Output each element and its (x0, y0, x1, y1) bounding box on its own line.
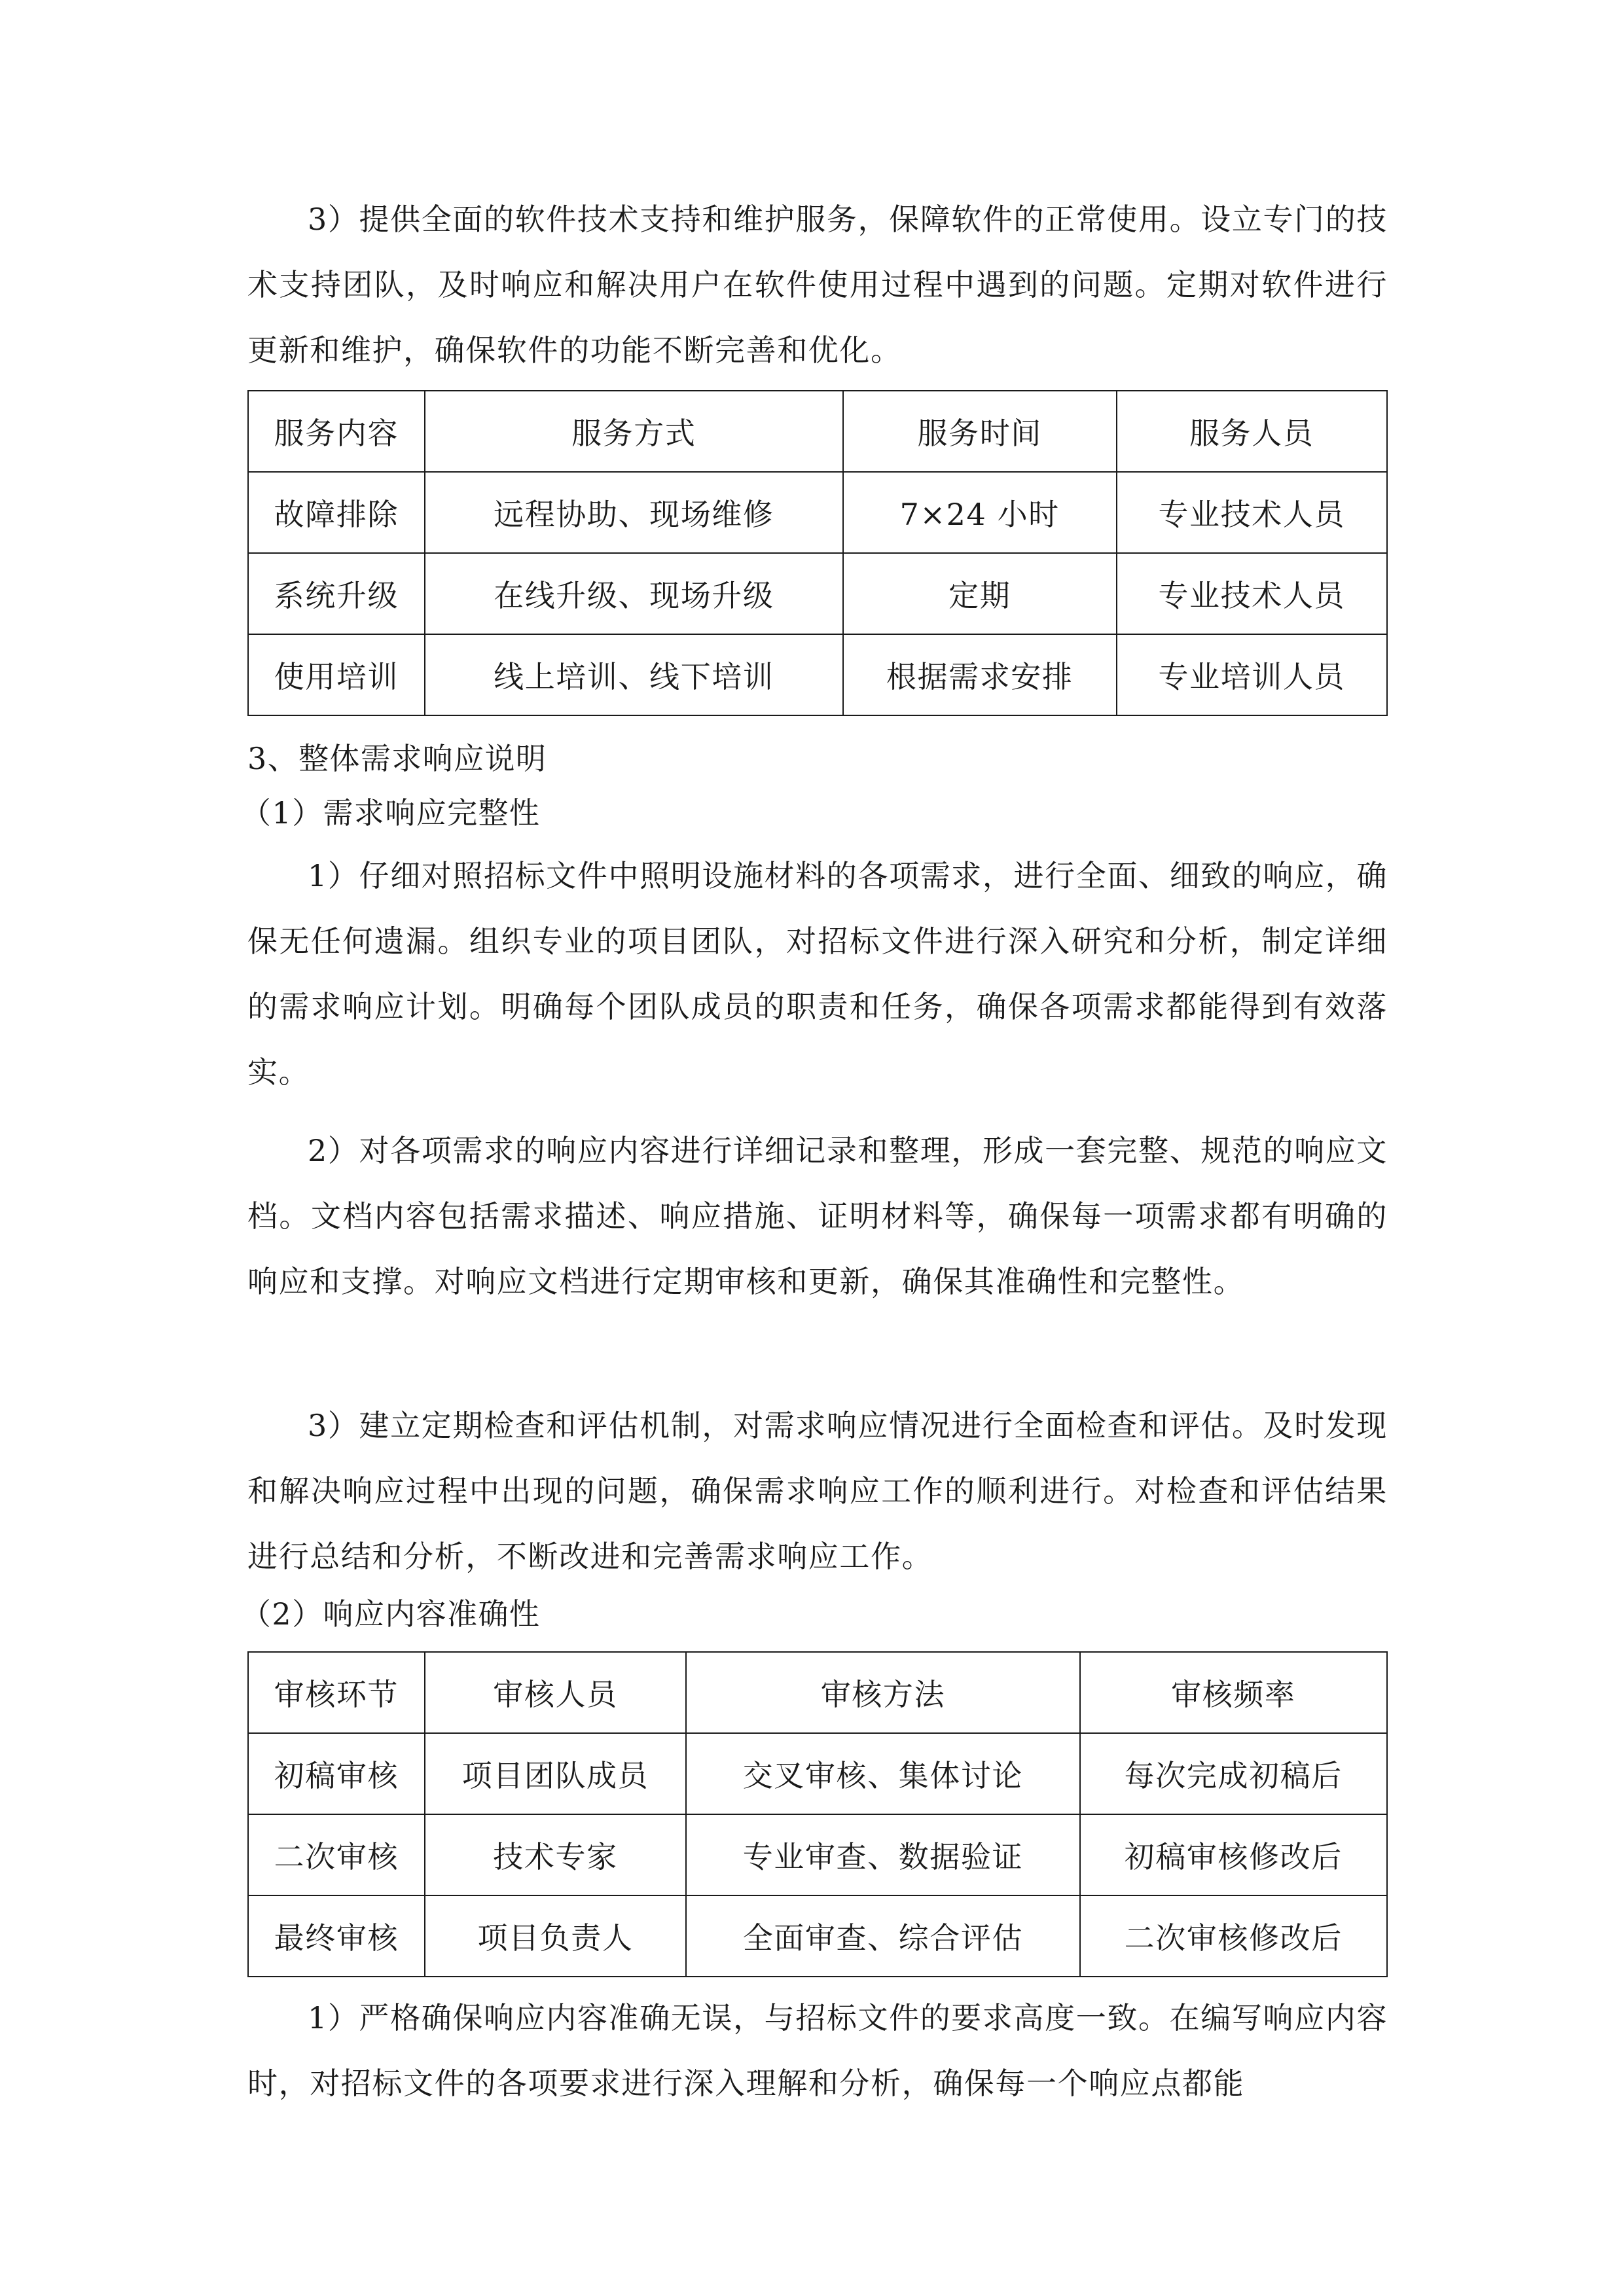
table-row (248, 1733, 1387, 1814)
paragraph-2: 2）对各项需求的响应内容进行详细记录和整理，形成一套完整、规范的响应文档。文档内容包括需求描述、响应措施、证明材料等，确保每一项需求都有明确的响应和支撑。对响应文档进行定期审核和更新，确保其准确性和完整性。 (247, 1133, 1388, 1299)
table-cell: 二次审核 (248, 1814, 425, 1895)
table-header-cell: 审核人员 (425, 1652, 687, 1733)
table-header-cell: 服务时间 (843, 391, 1117, 472)
section-heading: 3、整体需求响应说明 (247, 741, 547, 776)
review-table (247, 1651, 1388, 1977)
table-row (248, 1814, 1387, 1895)
table-cell: 专业技术人员 (1117, 553, 1388, 634)
table-cell: 故障排除 (248, 472, 425, 553)
table-cell: 定期 (843, 553, 1117, 634)
table-cell: 专业培训人员 (1117, 634, 1388, 715)
table-cell: 系统升级 (248, 553, 425, 634)
table-cell: 最终审核 (248, 1895, 425, 1977)
table-header-cell: 服务内容 (248, 391, 425, 472)
table-header-cell: 审核方法 (686, 1652, 1079, 1733)
paragraph-3: 3）建立定期检查和评估机制，对需求响应情况进行全面检查和评估。及时发现和解决响应过程中出现的问题，确保需求响应工作的顺利进行。对检查和评估结果进行总结和分析，不断改进和完善需求响应工作。 (247, 1408, 1388, 1574)
table-row (248, 634, 1387, 715)
service-table (247, 390, 1388, 716)
table-cell: 项目负责人 (425, 1895, 687, 1977)
table-header-cell: 服务人员 (1117, 391, 1388, 472)
table-cell: 交叉审核、集体讨论 (686, 1733, 1079, 1814)
table-cell: 二次审核修改后 (1080, 1895, 1387, 1977)
table-header-row (248, 1652, 1387, 1733)
table-header-cell: 审核频率 (1080, 1652, 1387, 1733)
paragraph-accuracy-1: 1）严格确保响应内容准确无误，与招标文件的要求高度一致。在编写响应内容时，对招标文件的各项要求进行深入理解和分析，确保每一个响应点都能 (247, 2000, 1388, 2101)
paragraph-software-support: 3）提供全面的软件技术支持和维护服务，保障软件的正常使用。设立专门的技术支持团队，及时响应和解决用户在软件使用过程中遇到的问题。定期对软件进行更新和维护，确保软件的功能不断完善和优化。 (247, 202, 1388, 368)
table-cell: 远程协助、现场维修 (425, 472, 843, 553)
table-cell: 7×24 小时 (843, 472, 1117, 553)
subsection-heading-completeness: （1）需求响应完整性 (241, 795, 541, 831)
table-row (248, 553, 1387, 634)
table-cell: 线上培训、线下培训 (425, 634, 843, 715)
paragraph-1: 1）仔细对照招标文件中照明设施材料的各项需求，进行全面、细致的响应，确保无任何遗漏。组织专业的项目团队，对招标文件进行深入研究和分析，制定详细的需求响应计划。明确每个团队成员的职责和任务，确保各项需求都能得到有效落实。 (247, 858, 1388, 1090)
table-row (248, 1895, 1387, 1977)
table-cell: 每次完成初稿后 (1080, 1733, 1387, 1814)
table-cell: 技术专家 (425, 1814, 687, 1895)
table-row (248, 472, 1387, 553)
table-cell: 项目团队成员 (425, 1733, 687, 1814)
subsection-heading-accuracy: （2）响应内容准确性 (241, 1596, 541, 1632)
table-header-cell: 服务方式 (425, 391, 843, 472)
table-cell: 根据需求安排 (843, 634, 1117, 715)
table-cell: 全面审查、综合评估 (686, 1895, 1079, 1977)
table-cell: 初稿审核修改后 (1080, 1814, 1387, 1895)
table-cell: 专业审查、数据验证 (686, 1814, 1079, 1895)
table-header-cell: 审核环节 (248, 1652, 425, 1733)
table-cell: 专业技术人员 (1117, 472, 1388, 553)
table-header-row (248, 391, 1387, 472)
table-cell: 初稿审核 (248, 1733, 425, 1814)
table-cell: 在线升级、现场升级 (425, 553, 843, 634)
table-cell: 使用培训 (248, 634, 425, 715)
